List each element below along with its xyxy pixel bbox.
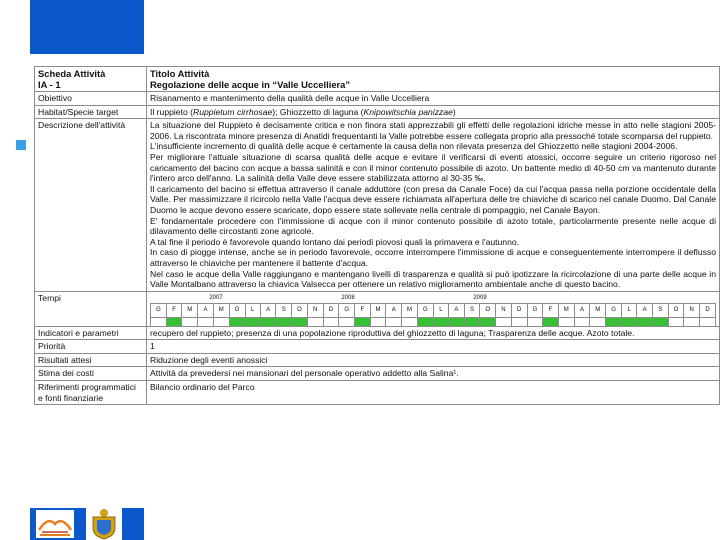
- timeline-chart: [150, 293, 716, 325]
- timeline-month-cell: M: [182, 303, 198, 317]
- timeline-month-cell: L: [245, 303, 260, 317]
- timeline-month-cell: G: [339, 303, 355, 317]
- timeline-month-cell: G: [527, 303, 543, 317]
- row-value: Bilancio ordinario del Parco: [147, 381, 720, 405]
- timeline-month-cell: G: [417, 303, 433, 317]
- timeline-activity-cell: [480, 317, 496, 326]
- row-priorita: [35, 340, 720, 354]
- timeline-activity-cell: [684, 317, 700, 326]
- timeline-activity-cell: [417, 317, 433, 326]
- description-paragraph: E' fondamentale procedere con l'immissione di acque con il minor contenuto possibile di azoto totale, particolarmente presente nelle acque di dilavamento delle circostanti zone agricole.: [150, 215, 716, 237]
- timeline-activity-cell: [558, 317, 574, 326]
- row-value: 1: [147, 340, 720, 354]
- timeline-month-cell: F: [355, 303, 370, 317]
- timeline-year: 2007: [209, 294, 223, 301]
- timeline-activity-cell: [323, 317, 339, 326]
- timeline-month-cell: G: [151, 303, 167, 317]
- header-right-cell: [147, 67, 720, 92]
- row-value: Riduzione degli eventi anossici: [147, 353, 720, 367]
- timeline-months-row: [151, 303, 716, 317]
- timeline-month-cell: N: [307, 303, 323, 317]
- timeline-year: 2009: [473, 294, 487, 301]
- row-label: Priorità: [35, 340, 147, 354]
- timeline-activity-cell: [386, 317, 402, 326]
- park-logo-icon: [36, 510, 74, 538]
- timeline-month-cell: S: [652, 303, 668, 317]
- row-value: [147, 105, 720, 119]
- timeline-activity-cell: [276, 317, 292, 326]
- timeline-month-cell: S: [464, 303, 480, 317]
- timeline-month-cell: G: [606, 303, 622, 317]
- species-name: Knipowitschia panizzae: [363, 106, 453, 117]
- row-label: Stima dei costi: [35, 367, 147, 381]
- timeline-month-cell: N: [496, 303, 512, 317]
- activity-title: Regolazione delle acque in “Valle Uccelliera”: [150, 79, 351, 90]
- timeline-activity-cell: [496, 317, 512, 326]
- timeline-month-cell: M: [370, 303, 386, 317]
- timeline-month-cell: M: [402, 303, 418, 317]
- timeline-month-cell: O: [668, 303, 684, 317]
- row-label: Indicatori e parametri: [35, 326, 147, 340]
- timeline-activity-cell: [182, 317, 198, 326]
- row-costi: [35, 367, 720, 381]
- timeline-activity-row: [151, 317, 716, 326]
- row-label: Tempi: [35, 291, 147, 326]
- timeline-activity-cell: [590, 317, 606, 326]
- timeline-month-cell: O: [480, 303, 496, 317]
- activity-sheet-table: [34, 66, 720, 405]
- row-habitat: [35, 105, 720, 119]
- description-paragraph: L'insufficiente incremento di qualità delle acque è certamente la causa della non rilevata presenza del Ghiozzetto nelle stagioni 2004-2006.: [150, 141, 678, 152]
- timeline-month-cell: A: [260, 303, 276, 317]
- row-label: Riferimenti programmatici e fonti finanziarie: [35, 381, 147, 405]
- row-label: Descrizione dell'attività: [35, 119, 147, 292]
- timeline-month-cell: M: [558, 303, 574, 317]
- timeline-activity-cell: [606, 317, 622, 326]
- row-label: Risultati attesi: [35, 353, 147, 367]
- timeline-activity-cell: [511, 317, 527, 326]
- row-tempi: [35, 291, 720, 326]
- timeline-activity-cell: [433, 317, 448, 326]
- timeline-month-cell: N: [684, 303, 700, 317]
- timeline-activity-cell: [292, 317, 308, 326]
- row-riferimenti: [35, 381, 720, 405]
- timeline-activity-cell: [574, 317, 590, 326]
- timeline-grid: [150, 303, 716, 327]
- timeline-year: 2008: [341, 294, 355, 301]
- row-value: [147, 119, 720, 292]
- timeline-activity-cell: [527, 317, 543, 326]
- description-paragraph: A tal fine il periodo è favorevole quando lontano dai periodi piovosi quali la primavera e l'autunno.: [150, 236, 520, 247]
- row-value: recupero del ruppieto; presenza di una popolazione riproduttiva del ghiozzetto di laguna; Trasparenza delle acque. Azoto totale.: [147, 326, 720, 340]
- timeline-month-cell: A: [386, 303, 402, 317]
- sheet-label: Scheda Attività: [38, 68, 106, 79]
- timeline-activity-cell: [339, 317, 355, 326]
- timeline-activity-cell: [543, 317, 558, 326]
- description-paragraph: Il caricamento del bacino si effettua attraverso il canale adduttore (con presa da Canale Foce) da cui l'acqua passa nella porzione occidentale della Valle. Per massimizzare il ricircolo nella Valle l'acqua deve essere richiamata all'apertura delle tre chiaviche di scarico nel canale Duomo. Dal Canale Duomo le acque devono essere scaricate, dopo essere state sollevate nella centrale di pompaggio, nel Canale Bayon.: [150, 183, 716, 215]
- timeline-month-cell: A: [449, 303, 465, 317]
- description-paragraph: Nel caso le acque della Valle raggiungano e mantengano livelli di trasparenza e qualità si può ipotizzare la ricircolazione di una parte delle acque in Valle Montalbano attraverso la chiavica Valsecca per ottenere un relativo miglioramento ambientale anche di questo bacino.: [150, 268, 716, 290]
- timeline-month-cell: A: [574, 303, 590, 317]
- header-blue-block: [30, 0, 144, 54]
- title-label: Titolo Attività: [150, 68, 210, 79]
- timeline-activity-cell: [637, 317, 653, 326]
- timeline-activity-cell: [151, 317, 167, 326]
- timeline-month-cell: D: [323, 303, 339, 317]
- timeline-activity-cell: [229, 317, 245, 326]
- bullet-square: [16, 140, 26, 150]
- timeline-month-cell: S: [276, 303, 292, 317]
- timeline-activity-cell: [370, 317, 386, 326]
- text-segment: ): [452, 106, 456, 117]
- row-value: [147, 291, 720, 326]
- row-value: Risanamento e mantenimento della qualità delle acque in Valle Uccelliera: [147, 92, 720, 106]
- timeline-month-cell: M: [590, 303, 606, 317]
- timeline-month-cell: A: [198, 303, 214, 317]
- row-label: Obiettivo: [35, 92, 147, 106]
- timeline-month-cell: G: [229, 303, 245, 317]
- timeline-month-cell: D: [700, 303, 716, 317]
- coat-of-arms-icon: [86, 508, 122, 540]
- text-segment: Il ruppieto (: [150, 106, 193, 117]
- timeline-activity-cell: [245, 317, 260, 326]
- timeline-activity-cell: [402, 317, 418, 326]
- timeline-month-cell: F: [166, 303, 181, 317]
- description-paragraph: Per migliorare l'attuale situazione di scarsa qualità delle acque e evitare il verificarsi di eventi atossici, occorre seguire un criterio rigoroso nel caricamento del bacino con acque a bassa salinità e con il minor contenuto possibile di azoto. Un battente medio di 40-50 cm va mantenuto durante l'intero arco dell'anno. La salinità della Valle deve essere stabilizzata attorno al 30-35 ‰.: [150, 151, 716, 184]
- sheet-code: IA - 1: [38, 79, 61, 90]
- timeline-month-cell: O: [292, 303, 308, 317]
- timeline-activity-cell: [464, 317, 480, 326]
- row-indicatori: [35, 326, 720, 340]
- timeline-month-cell: A: [637, 303, 653, 317]
- text-segment: ); Ghiozzetto di laguna (: [272, 106, 364, 117]
- timeline-month-cell: M: [213, 303, 229, 317]
- row-risultati: [35, 353, 720, 367]
- description-paragraph: In caso di piogge intense, anche se in periodo favorevole, occorre interrompere l'immissione di acque e conseguentemente interrompere il deflusso attraverso le chiaviche per mantenere il battente d'acqua.: [150, 247, 716, 268]
- timeline-month-cell: L: [622, 303, 637, 317]
- timeline-activity-cell: [198, 317, 214, 326]
- row-obiettivo: [35, 92, 720, 106]
- species-name: Ruppietum cirrhosae: [193, 106, 273, 117]
- timeline-activity-cell: [668, 317, 684, 326]
- header-row: [35, 67, 720, 92]
- timeline-activity-cell: [355, 317, 370, 326]
- row-label: Habitat/Specie target: [35, 105, 147, 119]
- timeline-month-cell: D: [511, 303, 527, 317]
- header-left-cell: [35, 67, 147, 92]
- timeline-activity-cell: [700, 317, 716, 326]
- timeline-activity-cell: [622, 317, 637, 326]
- row-value: Attività da prevedersi nei mansionari del personale operativo addetto alla Salina¹.: [147, 367, 720, 381]
- timeline-month-cell: F: [543, 303, 558, 317]
- timeline-activity-cell: [307, 317, 323, 326]
- description-paragraph: La situazione del Ruppieto è decisamente critica e non finora stati apprezzabili gli effetti delle regolazioni idriche messe in atto nelle stagioni 2005-2006. La riscontrata minore presenza di Anatidi frequentanti la Valle potrebbe essere collegata proprio alla pressoché totale scomparsa del ruppieto.: [150, 120, 716, 141]
- timeline-month-cell: L: [433, 303, 448, 317]
- timeline-years: [150, 294, 540, 302]
- timeline-activity-cell: [213, 317, 229, 326]
- timeline-activity-cell: [166, 317, 181, 326]
- timeline-activity-cell: [652, 317, 668, 326]
- timeline-activity-cell: [449, 317, 465, 326]
- timeline-activity-cell: [260, 317, 276, 326]
- row-descrizione: [35, 119, 720, 292]
